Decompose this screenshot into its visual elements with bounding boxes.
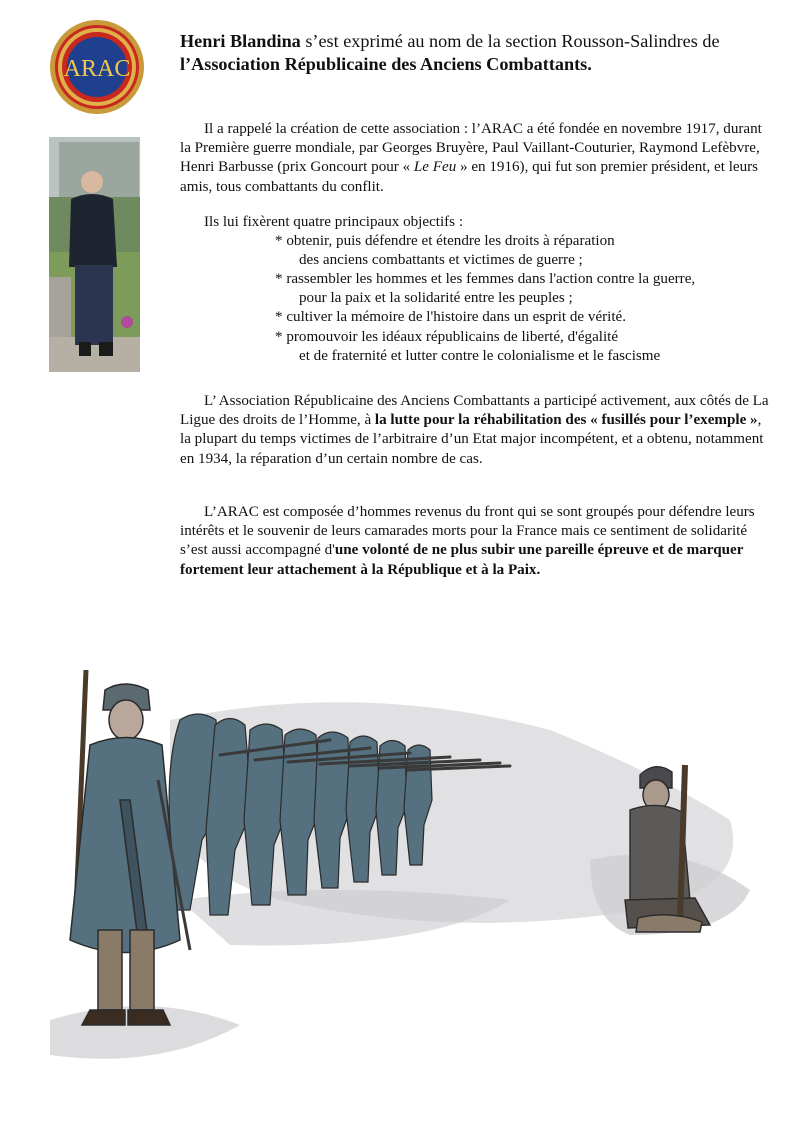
organization-name: l’Association Républicaine des Anciens Combattants. — [180, 54, 592, 74]
speaker-photo — [49, 137, 140, 372]
objective-line: * cultiver la mémoire de l'histoire dans un esprit de vérité. — [275, 309, 627, 326]
objectives-lead: Ils lui fixèrent quatre principaux objectifs : — [204, 214, 464, 230]
headline — [180, 30, 770, 76]
objective-line: * rassembler les hommes et les femmes dans l'action contre la guerre, — [275, 271, 696, 288]
objective-line: * obtenir, puis défendre et étendre les droits à réparation — [275, 233, 615, 250]
logo-letters: ARAC — [63, 56, 131, 82]
headline-intro: s’est exprimé au nom de la section Rousson-Salindres de — [300, 31, 720, 51]
paragraph-composition-text: L’ARAC est composée d’hommes revenus du front qui se sont groupés pour défendre leurs intérêts et le souvenir de leurs camarades morts pour la France mais ce sentiment de solidarité s’est aussi accompagné d' — [180, 504, 755, 559]
paragraph-rehabilitation-text: L’ Association Républicaine des Anciens Combattants a participé activement, aux côtés de La Ligue des droits de l’Homme, à — [180, 393, 769, 429]
objective-line: pour la paix et la solidarité entre les peuples ; — [299, 290, 573, 307]
objectives-section — [180, 213, 780, 366]
list-item — [275, 328, 780, 366]
speaker-name: Henri Blandina — [180, 31, 301, 51]
list-item — [275, 232, 780, 270]
list-item — [275, 308, 780, 327]
objective-line: et de fraternité et lutter contre le colonialisme et le fascisme — [299, 347, 661, 364]
list-item — [275, 270, 780, 308]
paragraph-founding — [180, 120, 770, 197]
arac-logo — [48, 18, 146, 116]
paragraph-rehabilitation — [180, 392, 770, 469]
paragraph-founding-text-end: » en 1916), qui fut son premier président, et leurs amis, tous combattants du conflit. — [180, 159, 759, 195]
paragraph-founding-text: Il a rappelé la création de cette association : l’ARAC a été fondée en novembre 1917, durant la Première guerre mondiale, par Georges Bruyère, Paul Vaillant-Couturier, Raymond Lefèbvre, Henri Barbusse (prix Goncourt pour « — [180, 121, 762, 176]
objective-line: * promouvoir les idéaux républicains de liberté, d'égalité — [275, 328, 619, 345]
book-title: Le Feu — [413, 159, 457, 176]
objectives-list — [180, 232, 780, 366]
objective-line: des anciens combattants et victimes de guerre ; — [299, 252, 583, 269]
paragraph-rehabilitation-text-end: , la plupart du temps victimes de l’arbitraire d’un Etat major incompétent, et a obtenu, notamment en 1934, la réparation d’un certain nombre de cas. — [180, 412, 764, 467]
peace-highlight: une volonté de ne plus subir une pareille épreuve et de marquer fortement leur attachement à la République et à la Paix. — [180, 542, 744, 578]
paragraph-composition — [180, 503, 770, 580]
firing-squad-illustration — [30, 660, 770, 1080]
rehabilitation-highlight: la lutte pour la réhabilitation des « fusillés pour l’exemple » — [374, 412, 758, 429]
